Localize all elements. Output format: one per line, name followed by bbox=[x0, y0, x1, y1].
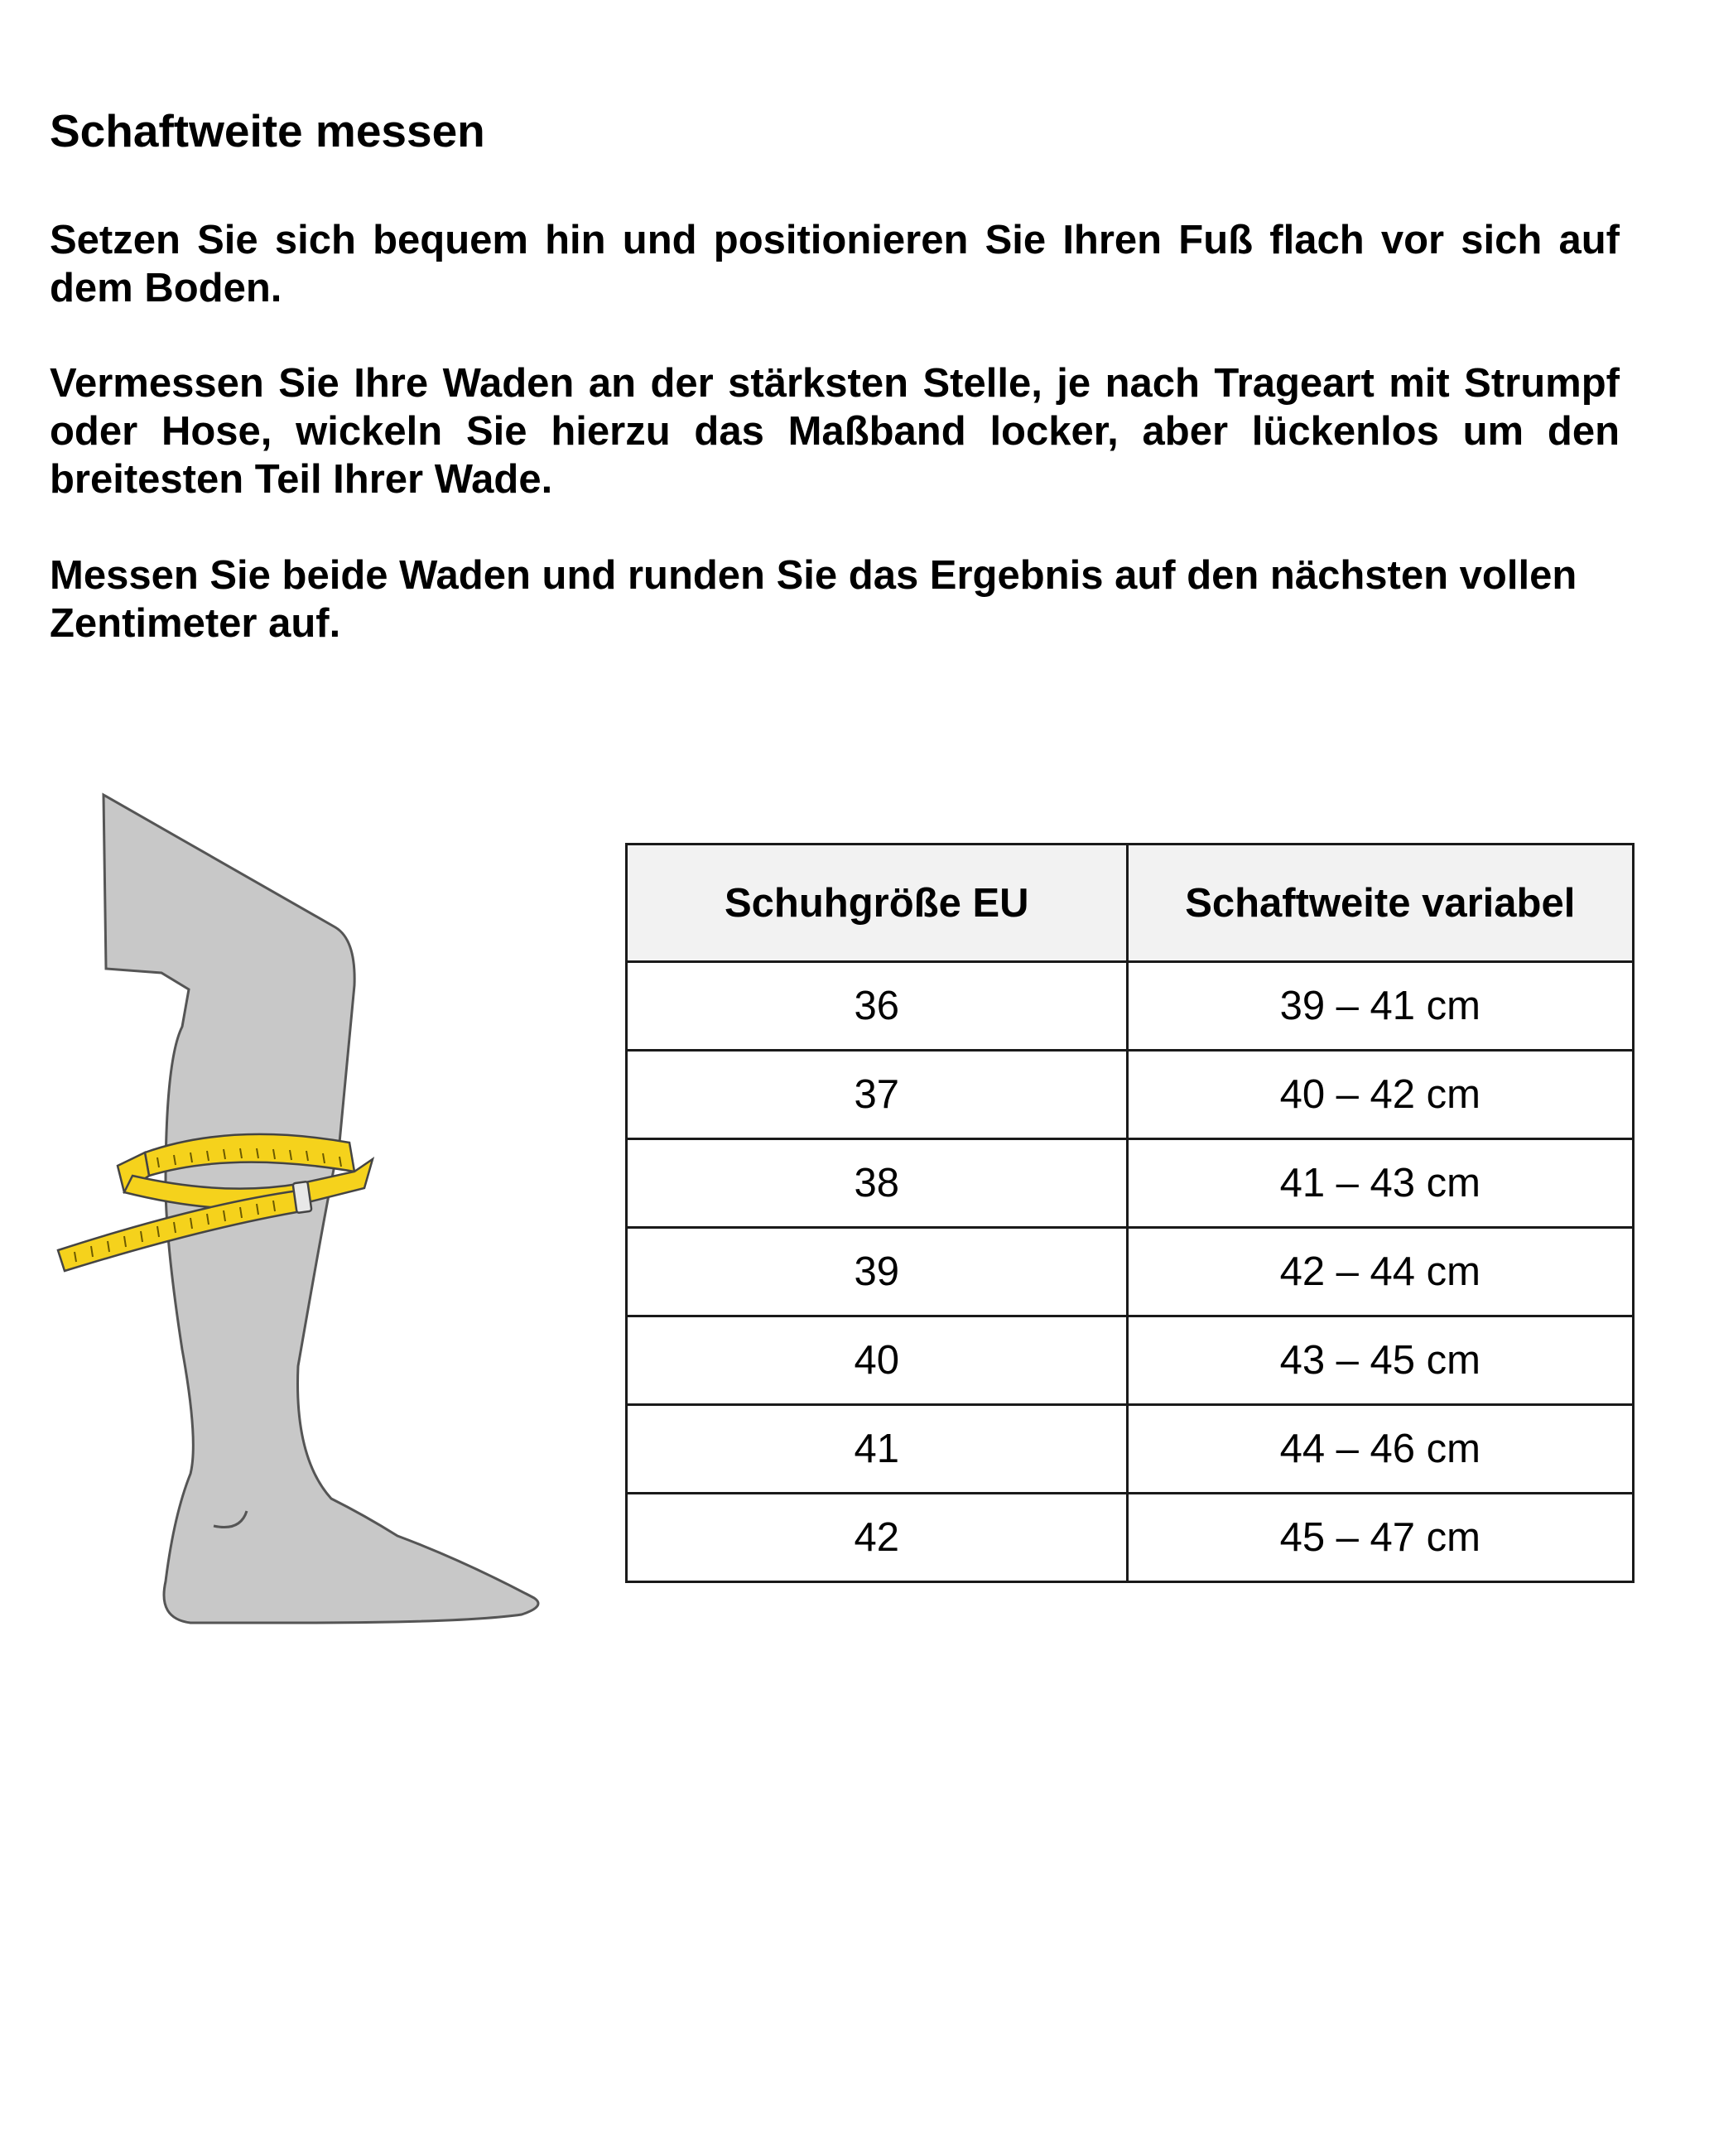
shoe-size-cell: 38 bbox=[627, 1139, 1128, 1228]
shoe-size-cell: 37 bbox=[627, 1051, 1128, 1139]
leg-measuring-illustration bbox=[50, 787, 546, 1672]
size-table bbox=[625, 843, 1635, 1583]
shaft-width-cell: 45 – 47 cm bbox=[1127, 1494, 1633, 1582]
shaft-width-cell: 39 – 41 cm bbox=[1127, 962, 1633, 1051]
shaft-width-cell: 44 – 46 cm bbox=[1127, 1405, 1633, 1494]
table-row bbox=[627, 1228, 1634, 1316]
page-title: Schaftweite messen bbox=[50, 105, 485, 156]
table-row bbox=[627, 1316, 1634, 1405]
table-row bbox=[627, 962, 1634, 1051]
header-shoe-size-eu: Schuhgröße EU bbox=[627, 845, 1128, 962]
leg-silhouette bbox=[104, 795, 538, 1623]
shoe-size-cell: 39 bbox=[627, 1228, 1128, 1316]
instruction-paragraph-3: Messen Sie beide Waden und runden Sie das Ergebnis auf den nächsten vollen Zentimeter auf. bbox=[50, 553, 1577, 646]
table-row bbox=[627, 1494, 1634, 1582]
table-row bbox=[627, 1139, 1634, 1228]
shoe-size-cell: 36 bbox=[627, 962, 1128, 1051]
table-row bbox=[627, 1051, 1634, 1139]
shaft-width-cell: 43 – 45 cm bbox=[1127, 1316, 1633, 1405]
shoe-size-cell: 40 bbox=[627, 1316, 1128, 1405]
instruction-paragraph-1: Setzen Sie sich bequem hin und positionieren Sie Ihren Fuß flach vor sich auf dem Boden. bbox=[50, 218, 1620, 310]
shaft-width-cell: 40 – 42 cm bbox=[1127, 1051, 1633, 1139]
instruction-paragraph-2: Vermessen Sie Ihre Waden an der stärksten Stelle, je nach Trageart mit Strumpf oder Hose, wickeln Sie hierzu das Maßband locker, aber lückenlos um den breitesten Teil Ihrer Wade. bbox=[50, 361, 1620, 502]
table-row bbox=[627, 1405, 1634, 1494]
shaft-width-cell: 42 – 44 cm bbox=[1127, 1228, 1633, 1316]
header-shaft-width: Schaftweite variabel bbox=[1127, 845, 1633, 962]
shaft-width-cell: 41 – 43 cm bbox=[1127, 1139, 1633, 1228]
table-header-row bbox=[627, 845, 1634, 962]
shoe-size-cell: 42 bbox=[627, 1494, 1128, 1582]
shoe-size-cell: 41 bbox=[627, 1405, 1128, 1494]
